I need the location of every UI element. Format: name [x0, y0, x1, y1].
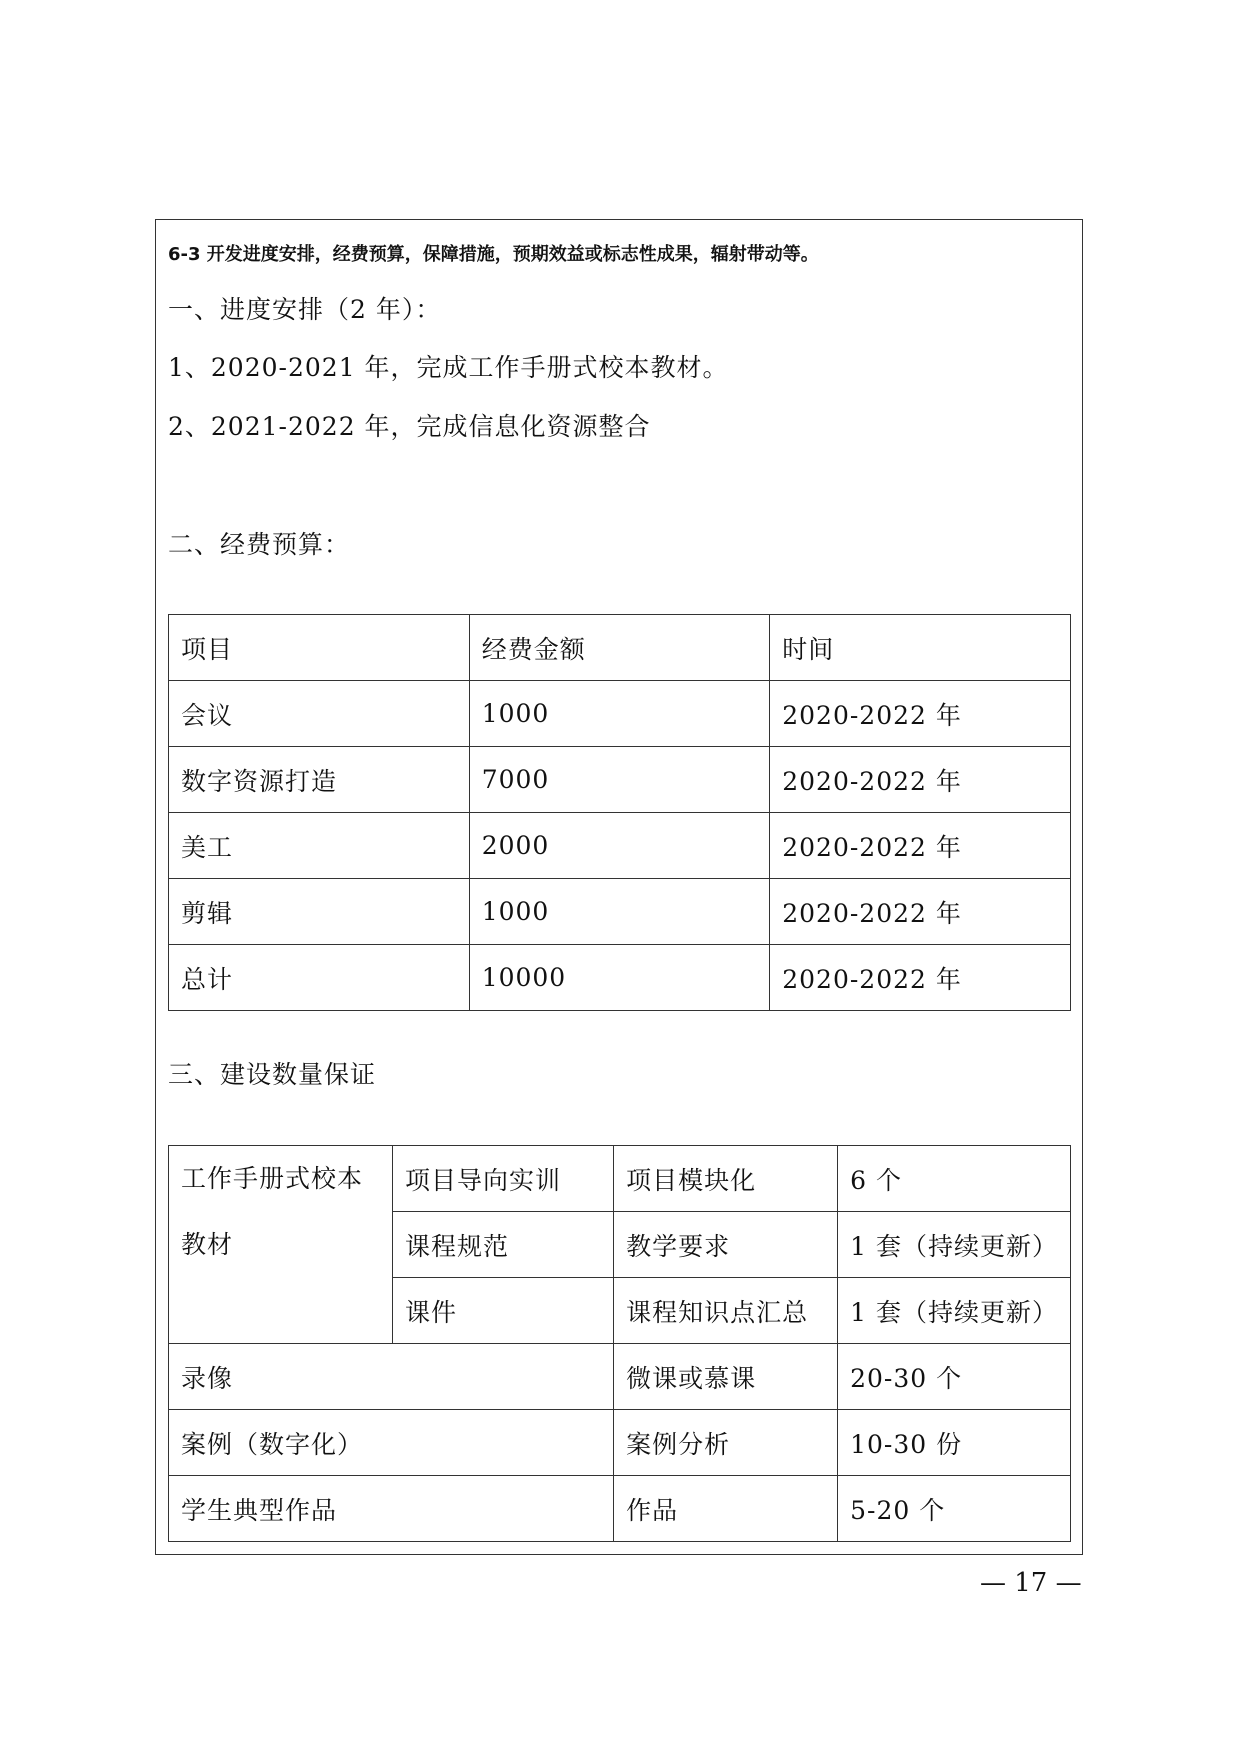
- header-cell: 时间: [770, 615, 1071, 681]
- table-cell: 2000: [469, 813, 770, 879]
- textbook-label-line1: 工作手册式校本: [181, 1164, 364, 1193]
- table-cell: 教学要求: [614, 1212, 838, 1278]
- table-row: [169, 681, 1071, 747]
- table-cell: 2020-2022 年: [770, 945, 1071, 1011]
- table-row: [169, 1146, 1071, 1212]
- table-cell: 2020-2022 年: [770, 879, 1071, 945]
- table-cell: 2020-2022 年: [770, 681, 1071, 747]
- table-cell: 数字资源打造: [169, 747, 470, 813]
- quantity-table: [168, 1145, 1071, 1542]
- schedule-item-2: 2、2021-2022 年，完成信息化资源整合: [168, 412, 651, 441]
- textbook-label-cell: [169, 1146, 393, 1344]
- table-cell: 美工: [169, 813, 470, 879]
- table-row: [169, 945, 1071, 1011]
- table-row: [169, 813, 1071, 879]
- schedule-title: 一、进度安排（2 年）：: [168, 295, 442, 324]
- header-cell: 经费金额: [469, 615, 770, 681]
- table-cell: 作品: [614, 1476, 838, 1542]
- budget-title: 二、经费预算：: [168, 530, 351, 559]
- schedule-item-1: 1、2020-2021 年，完成工作手册式校本教材。: [168, 353, 729, 382]
- table-cell: 1 套（持续更新）: [838, 1212, 1071, 1278]
- section-heading: 6-3 开发进度安排，经费预算，保障措施，预期效益或标志性成果，辐射带动等。: [168, 244, 819, 265]
- budget-table: [168, 614, 1071, 1011]
- table-cell: 案例分析: [614, 1410, 838, 1476]
- form-frame: [155, 219, 1083, 1555]
- table-cell: 录像: [169, 1344, 614, 1410]
- table-cell: 2020-2022 年: [770, 813, 1071, 879]
- table-cell: 剪辑: [169, 879, 470, 945]
- table-header-row: [169, 615, 1071, 681]
- table-cell: 1000: [469, 681, 770, 747]
- quantity-title: 三、建设数量保证: [168, 1060, 377, 1089]
- table-cell: 微课或慕课: [614, 1344, 838, 1410]
- table-cell: 20-30 个: [838, 1344, 1071, 1410]
- table-cell: 案例（数字化）: [169, 1410, 614, 1476]
- table-row: [169, 1476, 1071, 1542]
- table-cell: 会议: [169, 681, 470, 747]
- table-cell: 2020-2022 年: [770, 747, 1071, 813]
- table-cell: 6 个: [838, 1146, 1071, 1212]
- table-cell: 课程知识点汇总: [614, 1278, 838, 1344]
- table-cell: 5-20 个: [838, 1476, 1071, 1542]
- table-row: [169, 1344, 1071, 1410]
- table-cell: 课程规范: [392, 1212, 613, 1278]
- table-cell: 学生典型作品: [169, 1476, 614, 1542]
- page-number: — 17 —: [980, 1568, 1082, 1598]
- table-cell: 10000: [469, 945, 770, 1011]
- table-row: [169, 879, 1071, 945]
- textbook-label-line2: 教材: [181, 1230, 234, 1259]
- table-row: [169, 747, 1071, 813]
- table-cell: 7000: [469, 747, 770, 813]
- table-cell: 总计: [169, 945, 470, 1011]
- table-cell: 1000: [469, 879, 770, 945]
- table-cell: 课件: [392, 1278, 613, 1344]
- table-cell: 10-30 份: [838, 1410, 1071, 1476]
- table-cell: 项目模块化: [614, 1146, 838, 1212]
- table-cell: 1 套（持续更新）: [838, 1278, 1071, 1344]
- header-cell: 项目: [169, 615, 470, 681]
- table-cell: 项目导向实训: [392, 1146, 613, 1212]
- table-row: [169, 1410, 1071, 1476]
